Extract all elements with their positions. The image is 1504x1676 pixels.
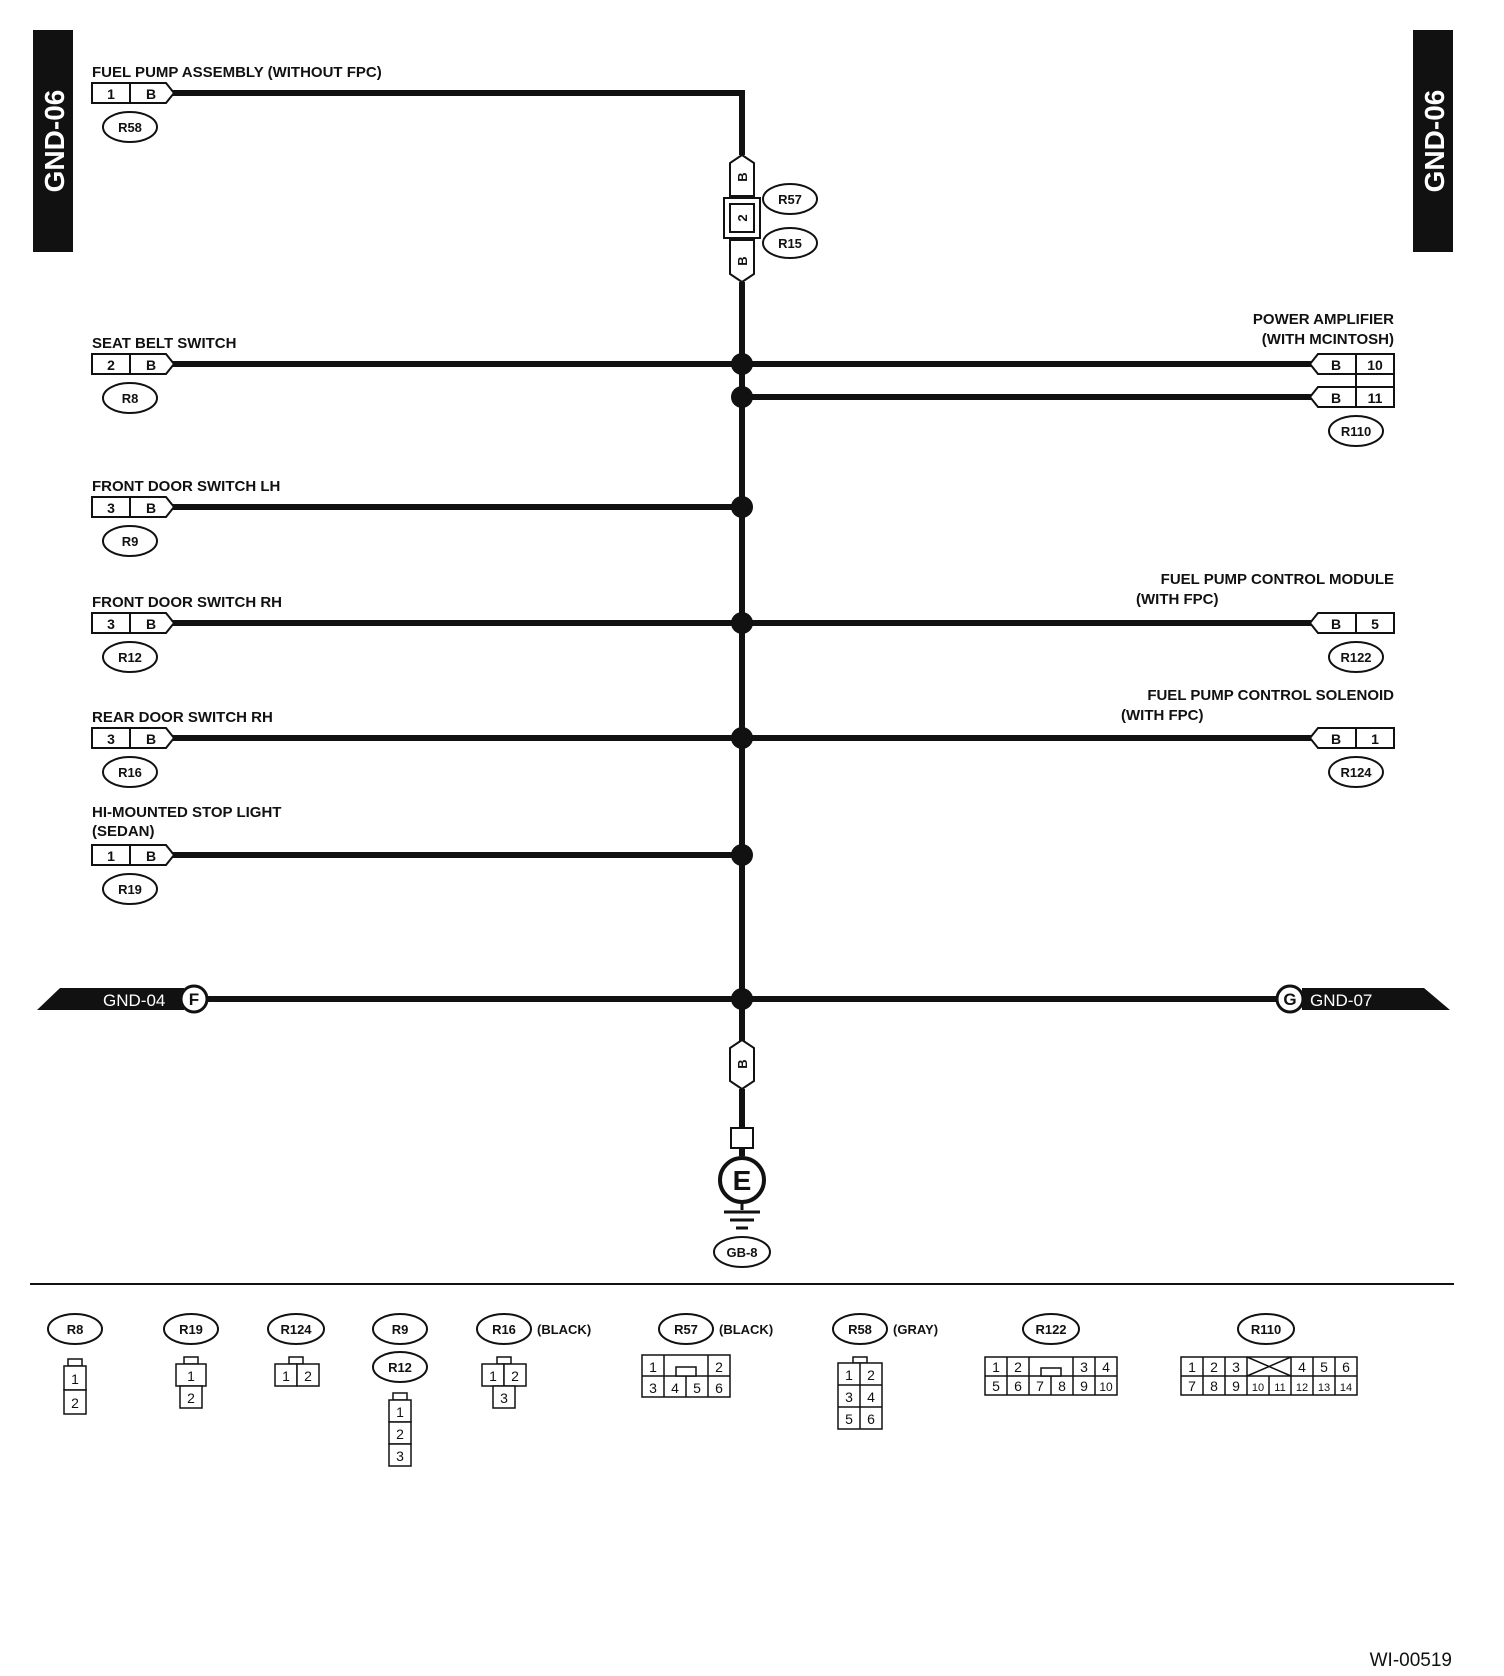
r16-cavity: 3 [500, 1390, 508, 1406]
stop-light-color: B [145, 848, 157, 864]
component-fuel-pump-assembly [92, 64, 382, 142]
rear-door-rh-color: B [145, 731, 157, 747]
left-section-tab [33, 30, 73, 252]
junction-connector [724, 155, 817, 282]
r110-cavity: 6 [1342, 1359, 1350, 1375]
connector-view-r57 [642, 1314, 773, 1397]
r122-cavity: 4 [1102, 1359, 1110, 1375]
r58-cavity: 6 [867, 1411, 875, 1427]
r110-cavity: 14 [1339, 1382, 1353, 1394]
r122-cavity: 7 [1036, 1378, 1044, 1394]
front-door-rh-color: B [145, 616, 157, 632]
r12-view-name: R12 [388, 1360, 412, 1375]
r57-view-name: R57 [674, 1322, 698, 1337]
r122-cavity: 5 [992, 1378, 1000, 1394]
component-power-amplifier [1253, 311, 1394, 446]
r58-cavity: 3 [845, 1389, 853, 1405]
r16-view-name: R16 [492, 1322, 516, 1337]
r16-cavity: 1 [489, 1368, 497, 1384]
stop-light-connector: R19 [118, 882, 142, 897]
seat-belt-switch-label: SEAT BELT SWITCH [92, 335, 237, 352]
front-door-rh-pin: 3 [107, 616, 115, 632]
r8-view-name: R8 [66, 1322, 84, 1337]
r122-view-name: R122 [1035, 1322, 1067, 1337]
seat-belt-connector: R8 [121, 391, 139, 406]
r58-view-note: (GRAY) [893, 1322, 939, 1337]
r16-view-note: (BLACK) [537, 1322, 592, 1337]
connector-view-r122 [985, 1314, 1117, 1395]
power-amp-connector: R110 [1340, 424, 1372, 439]
r122-cavity: 10 [1099, 1380, 1113, 1394]
ground-wire-color: B [735, 1059, 750, 1069]
rear-door-rh-connector: R16 [118, 765, 142, 780]
junction-upper-color: B [735, 172, 750, 182]
r12-cavity: 3 [396, 1448, 404, 1464]
trunk-wire-top [170, 93, 742, 155]
connector-view-r58 [833, 1314, 938, 1429]
connector-view-r124 [268, 1314, 324, 1386]
r110-cavity: 8 [1210, 1378, 1218, 1394]
junction-connector-top: R57 [778, 192, 802, 207]
r19-cavity: 1 [187, 1368, 195, 1384]
r110-cavity: 4 [1298, 1359, 1306, 1375]
fpc-module-pin: 5 [1371, 616, 1379, 632]
r58-cavity: 4 [867, 1389, 875, 1405]
fuel-pump-connector: R58 [118, 120, 142, 135]
junction-lower-color: B [735, 256, 750, 266]
front-door-lh-connector: R9 [121, 534, 139, 549]
front-door-lh-pin: 3 [107, 500, 115, 516]
power-amp-label-line2: (WITH MCINTOSH) [1261, 331, 1394, 348]
r8-cavity: 1 [71, 1371, 79, 1387]
fpc-solenoid-label-line2: (WITH FPC) [1121, 707, 1204, 724]
stop-light-label-line2: (SEDAN) [92, 823, 155, 840]
component-front-door-switch-lh [92, 478, 280, 556]
r57-cavity: 2 [715, 1359, 723, 1375]
r57-cavity: 3 [649, 1380, 657, 1396]
r57-cavity: 1 [649, 1359, 657, 1375]
ground-point-letter: E [732, 1165, 752, 1196]
left-section-tab-label: GND-06 [39, 89, 70, 193]
ground-point-code: GB-8 [726, 1245, 758, 1260]
front-door-rh-label: FRONT DOOR SWITCH RH [92, 594, 282, 611]
fpc-module-color: B [1330, 616, 1342, 632]
r57-cavity: 4 [671, 1380, 679, 1396]
component-rear-door-switch-rh [92, 709, 273, 787]
r12-cavity: 2 [396, 1426, 404, 1442]
connector-view-r8 [48, 1314, 102, 1414]
r122-cavity: 3 [1080, 1359, 1088, 1375]
fpc-module-label-line1: FUEL PUMP CONTROL MODULE [1160, 571, 1394, 588]
r110-cavity: 12 [1295, 1382, 1309, 1394]
diagram-id: WI-00519 [1369, 1650, 1452, 1671]
r58-cavity: 2 [867, 1367, 875, 1383]
r110-view-name: R110 [1250, 1322, 1282, 1337]
ground-bus-left-letter: F [188, 990, 200, 1009]
connector-view-r19 [164, 1314, 218, 1408]
r57-cavity: 6 [715, 1380, 723, 1396]
r110-cavity: 1 [1188, 1359, 1196, 1375]
r8-cavity: 2 [71, 1395, 79, 1411]
r110-cavity: 5 [1320, 1359, 1328, 1375]
stop-light-pin: 1 [107, 848, 115, 864]
r110-cavity: 9 [1232, 1378, 1240, 1394]
front-door-lh-label: FRONT DOOR SWITCH LH [92, 478, 281, 495]
power-amp-pin-a: 10 [1367, 357, 1383, 373]
connector-view-r110 [1181, 1314, 1357, 1395]
r122-cavity: 1 [992, 1359, 1000, 1375]
r110-cavity: 10 [1251, 1382, 1265, 1394]
r19-view-name: R19 [179, 1322, 203, 1337]
seat-belt-color: B [145, 357, 157, 373]
fuel-pump-color: B [145, 86, 157, 102]
r124-cavity: 1 [282, 1368, 290, 1384]
junction-connector-bottom: R15 [778, 236, 802, 251]
r58-view-name: R58 [848, 1322, 872, 1337]
fpc-solenoid-color: B [1330, 731, 1342, 747]
right-section-tab [1413, 30, 1453, 252]
junction-pin: 2 [735, 214, 750, 222]
r110-cavity: 3 [1232, 1359, 1240, 1375]
power-amp-color-b: B [1330, 390, 1342, 406]
fuel-pump-assembly-label: FUEL PUMP ASSEMBLY (WITHOUT FPC) [92, 64, 382, 81]
power-amp-pin-b: 11 [1367, 390, 1383, 406]
power-amp-color-a: B [1330, 357, 1342, 373]
front-door-rh-connector: R12 [118, 650, 142, 665]
fpc-solenoid-label-line1: FUEL PUMP CONTROL SOLENOID [1147, 687, 1394, 704]
power-amp-label-line1: POWER AMPLIFIER [1252, 311, 1394, 328]
connector-view-r9-r12 [373, 1314, 427, 1466]
r110-cavity: 2 [1210, 1359, 1218, 1375]
ground-symbol-icon [724, 1202, 760, 1228]
component-front-door-switch-rh [92, 594, 282, 672]
r9-view-name: R9 [391, 1322, 409, 1337]
fuel-pump-pin: 1 [107, 86, 115, 102]
r122-cavity: 8 [1058, 1378, 1066, 1394]
fpc-module-connector: R122 [1340, 650, 1372, 665]
ground-point [714, 1040, 770, 1267]
r58-cavity: 1 [845, 1367, 853, 1383]
stop-light-label-line1: HI-MOUNTED STOP LIGHT [92, 804, 282, 821]
r124-view-name: R124 [280, 1322, 312, 1337]
r110-cavity: 11 [1274, 1382, 1286, 1394]
r12-cavity: 1 [396, 1404, 404, 1420]
rear-door-rh-pin: 3 [107, 731, 115, 747]
r16-cavity: 2 [511, 1368, 519, 1384]
r110-cavity: 13 [1317, 1382, 1331, 1394]
ground-bus-right-label: GND-07 [1310, 991, 1373, 1010]
ground-bus-right [1277, 986, 1450, 1012]
seat-belt-pin: 2 [107, 357, 115, 373]
r122-cavity: 9 [1080, 1378, 1088, 1394]
r58-cavity: 5 [845, 1411, 853, 1427]
right-section-tab-label: GND-06 [1419, 89, 1450, 193]
fpc-solenoid-connector: R124 [1340, 765, 1372, 780]
r57-view-note: (BLACK) [719, 1322, 774, 1337]
fpc-module-label-line2: (WITH FPC) [1136, 591, 1219, 608]
r124-cavity: 2 [304, 1368, 312, 1384]
r122-cavity: 6 [1014, 1378, 1022, 1394]
r122-cavity: 2 [1014, 1359, 1022, 1375]
connector-view-r16 [477, 1314, 591, 1408]
r57-cavity: 5 [693, 1380, 701, 1396]
r19-cavity: 2 [187, 1390, 195, 1406]
ground-bus-left [37, 986, 207, 1012]
front-door-lh-color: B [145, 500, 157, 516]
component-seat-belt-switch [92, 335, 236, 413]
fpc-solenoid-pin: 1 [1371, 731, 1379, 747]
rear-door-rh-label: REAR DOOR SWITCH RH [92, 709, 273, 726]
ground-bus-right-letter: G [1283, 990, 1297, 1009]
r110-cavity: 7 [1188, 1378, 1196, 1394]
ground-bus-left-label: GND-04 [103, 991, 166, 1010]
